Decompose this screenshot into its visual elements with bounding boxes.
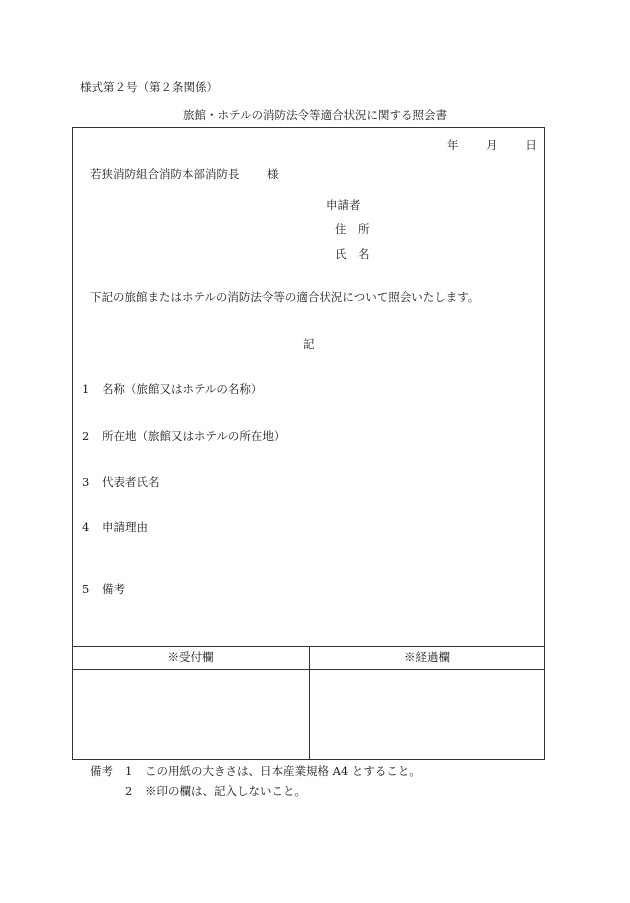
note-2-number: 2	[125, 784, 133, 798]
progress-cell	[310, 670, 544, 759]
item-3-label: 代表者氏名	[102, 475, 160, 489]
progress-column-header: ※経過欄	[404, 650, 450, 664]
item-2-label: 所在地（旅館又はホテルの所在地）	[102, 429, 286, 443]
item-4-number: 4	[82, 520, 90, 534]
item-1-label: 名称（旅館又はホテルの名称）	[102, 382, 263, 396]
addressee: 若狭消防組合消防本部消防長	[90, 167, 240, 181]
ki-heading: 記	[303, 337, 315, 351]
form-title: 旅館・ホテルの消防法令等適合状況に関する照会書	[183, 108, 447, 122]
item-5-number: 5	[82, 582, 90, 596]
date-line	[447, 140, 537, 152]
note-1-number: 1	[125, 764, 133, 778]
item-3-number: 3	[82, 475, 90, 489]
item-4-label: 申請理由	[102, 520, 148, 534]
note-2-text: ※印の欄は、記入しないこと。	[145, 784, 306, 798]
form-number: 様式第２号（第２条関係）	[80, 80, 218, 94]
addressee-honorific: 様	[267, 167, 279, 181]
reception-column-header: ※受付欄	[167, 650, 214, 664]
date-month: 月	[486, 138, 498, 152]
reception-cell	[73, 670, 308, 759]
applicant-heading: 申請者	[326, 198, 361, 212]
item-1-number: 1	[82, 382, 90, 396]
notes-heading: 備考	[90, 764, 113, 778]
item-5-label: 備考	[102, 582, 125, 596]
request-text: 下記の旅館またはホテルの消防法令等の適合状況について照会いたします。	[90, 290, 480, 304]
item-2-number: 2	[82, 429, 90, 443]
date-day: 日	[525, 138, 537, 152]
date-year: 年	[447, 138, 459, 152]
applicant-address-label: 住 所	[335, 222, 370, 236]
applicant-name-label: 氏 名	[335, 247, 370, 261]
note-1-text: この用紙の大きさは、日本産業規格 A4 とすること。	[145, 764, 421, 778]
